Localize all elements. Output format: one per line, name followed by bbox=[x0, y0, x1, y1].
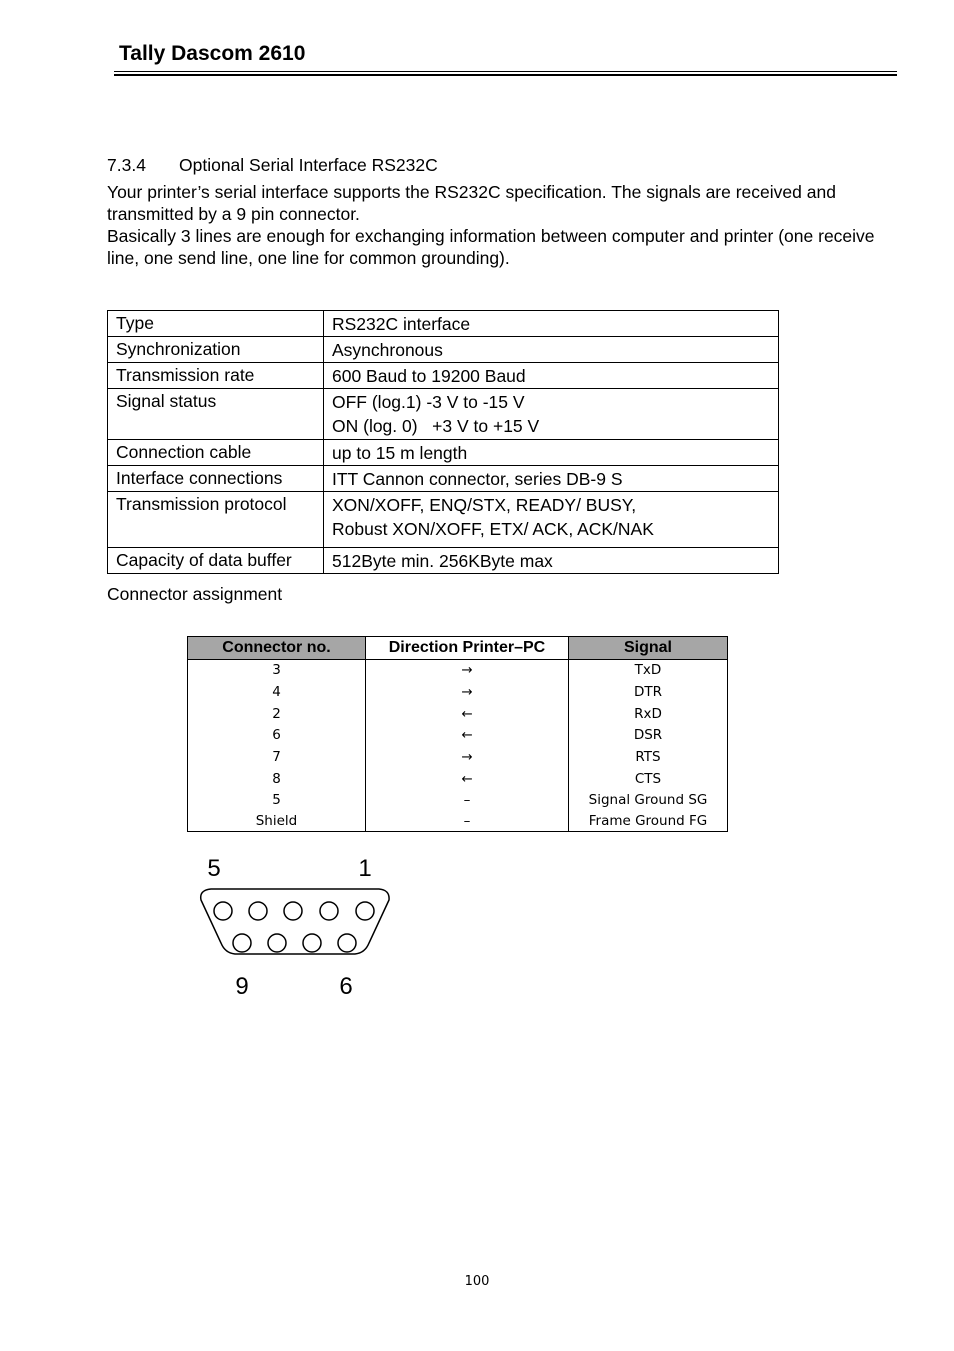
column-header: Signal bbox=[569, 637, 728, 660]
table-row bbox=[188, 812, 728, 832]
spec-value bbox=[324, 337, 779, 363]
spec-key: Synchronization bbox=[108, 337, 324, 363]
connector-no-cell: 3 bbox=[188, 660, 366, 682]
spec-value-line: 600 Baud to 19200 Baud bbox=[332, 366, 526, 386]
db9-connector-diagram bbox=[183, 848, 395, 1000]
connector-no-cell: 5 bbox=[188, 790, 366, 812]
spec-value bbox=[324, 466, 779, 492]
spec-value-line: RS232C interface bbox=[332, 314, 471, 334]
direction-cell: – bbox=[366, 812, 569, 832]
paragraph: Your printer’s serial interface supports the RS232C specification. The signals are received and transmitted by a 9 pin connector. bbox=[107, 182, 836, 224]
signal-cell: Frame Ground FG bbox=[569, 812, 728, 832]
connector-no-cell: Shield bbox=[188, 812, 366, 832]
table-row bbox=[188, 660, 728, 682]
table-row bbox=[188, 768, 728, 790]
spec-value-line: 512Byte min. 256KByte max bbox=[332, 551, 553, 571]
paragraph: Basically 3 lines are enough for exchanging information between computer and printer (one receive line, one send line, one line for common grounding). bbox=[107, 226, 875, 268]
spec-value-line: up to 15 m length bbox=[332, 443, 468, 463]
direction-cell: ← bbox=[366, 725, 569, 747]
pin-label-5: 5 bbox=[207, 855, 221, 882]
spec-value-line: ON (log. 0) +3 V to +15 V bbox=[332, 416, 540, 436]
connector-shell bbox=[201, 889, 389, 954]
header-rule-thin bbox=[114, 71, 897, 72]
pin-hole bbox=[356, 902, 374, 920]
pin-hole bbox=[249, 902, 267, 920]
spec-row bbox=[108, 466, 779, 492]
connector-no-cell: 6 bbox=[188, 725, 366, 747]
signal-cell: DSR bbox=[569, 725, 728, 747]
signal-cell: Signal Ground SG bbox=[569, 790, 728, 812]
connector-assignment-label: Connector assignment bbox=[107, 584, 283, 604]
spec-value bbox=[324, 311, 779, 337]
signal-cell: RxD bbox=[569, 703, 728, 725]
signal-cell: DTR bbox=[569, 682, 728, 704]
direction-cell: ← bbox=[366, 703, 569, 725]
spec-row bbox=[108, 440, 779, 466]
spec-table bbox=[107, 310, 779, 574]
spec-value-line: ITT Cannon connector, series DB-9 S bbox=[332, 469, 623, 489]
spec-row bbox=[108, 311, 779, 337]
pin-label-6: 6 bbox=[339, 973, 353, 1000]
spec-key: Connection cable bbox=[108, 440, 324, 466]
spec-key: Transmission protocol bbox=[108, 492, 324, 548]
table-row bbox=[188, 725, 728, 747]
signal-cell: CTS bbox=[569, 768, 728, 790]
direction-cell: – bbox=[366, 790, 569, 812]
connector-no-cell: 4 bbox=[188, 682, 366, 704]
direction-cell: → bbox=[366, 682, 569, 704]
spec-key: Signal status bbox=[108, 389, 324, 440]
direction-cell: → bbox=[366, 660, 569, 682]
spec-key: Interface connections bbox=[108, 466, 324, 492]
table-row bbox=[188, 703, 728, 725]
pin-hole bbox=[214, 902, 232, 920]
pin-label-9: 9 bbox=[235, 973, 249, 1000]
connector-no-cell: 2 bbox=[188, 703, 366, 725]
spec-key: Type bbox=[108, 311, 324, 337]
pin-hole bbox=[284, 902, 302, 920]
pin-hole bbox=[303, 934, 321, 952]
connector-table bbox=[187, 636, 728, 832]
spec-value-line: OFF (log.1) -3 V to -15 V bbox=[332, 392, 525, 412]
header-rule-thick bbox=[114, 74, 897, 76]
spec-value bbox=[324, 548, 779, 574]
page-number: 100 bbox=[464, 1274, 490, 1289]
pin-hole bbox=[338, 934, 356, 952]
spec-value bbox=[324, 492, 779, 548]
spec-value-line: Robust XON/XOFF, ETX/ ACK, ACK/NAK bbox=[332, 519, 654, 539]
signal-cell: RTS bbox=[569, 747, 728, 769]
spec-key: Capacity of data buffer bbox=[108, 548, 324, 574]
pin-hole bbox=[320, 902, 338, 920]
spec-row bbox=[108, 363, 779, 389]
body-text bbox=[107, 181, 897, 269]
pin-hole bbox=[233, 934, 251, 952]
section-number: 7.3.4 bbox=[107, 155, 146, 175]
section-heading bbox=[107, 155, 438, 176]
section-title: Optional Serial Interface RS232C bbox=[179, 155, 438, 175]
pin-hole bbox=[268, 934, 286, 952]
spec-row bbox=[108, 389, 779, 440]
spec-row bbox=[108, 492, 779, 548]
spec-row bbox=[108, 548, 779, 574]
spec-value-line: Asynchronous bbox=[332, 340, 443, 360]
spec-value bbox=[324, 389, 779, 440]
direction-cell: ← bbox=[366, 768, 569, 790]
table-row bbox=[188, 790, 728, 812]
signal-cell: TxD bbox=[569, 660, 728, 682]
spec-value-line: XON/XOFF, ENQ/STX, READY/ BUSY, bbox=[332, 495, 637, 515]
column-header: Direction Printer–PC bbox=[366, 637, 569, 660]
table-row bbox=[188, 747, 728, 769]
spec-key: Transmission rate bbox=[108, 363, 324, 389]
connector-no-cell: 8 bbox=[188, 768, 366, 790]
spec-value bbox=[324, 363, 779, 389]
direction-cell: → bbox=[366, 747, 569, 769]
connector-no-cell: 7 bbox=[188, 747, 366, 769]
spec-value bbox=[324, 440, 779, 466]
column-header: Connector no. bbox=[188, 637, 366, 660]
spec-row bbox=[108, 337, 779, 363]
table-row bbox=[188, 682, 728, 704]
header-title: Tally Dascom 2610 bbox=[119, 42, 306, 65]
pin-label-1: 1 bbox=[358, 855, 372, 882]
